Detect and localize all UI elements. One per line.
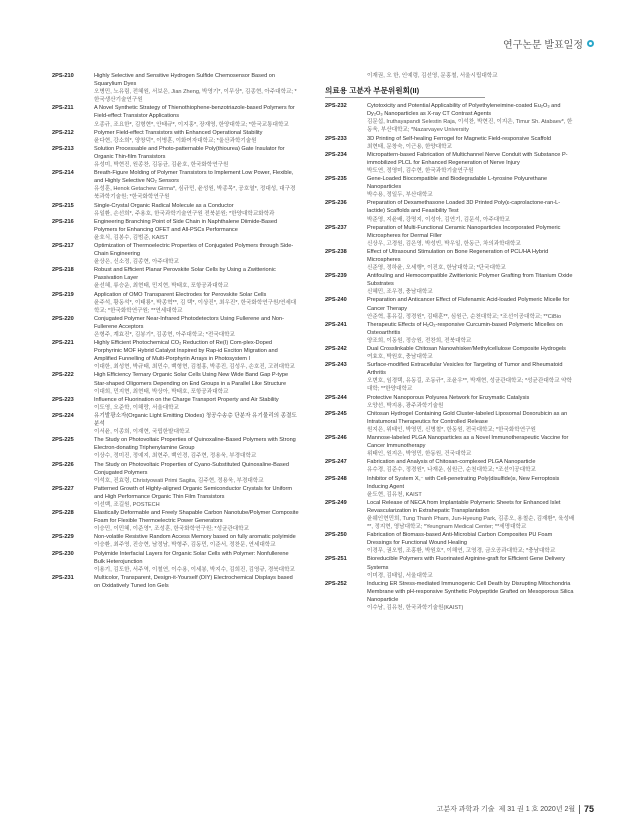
entry-code: 2PS-252: [325, 580, 347, 587]
entry-authors: 여효호, 박원호, 충남대학교: [367, 354, 433, 361]
entry-title: Inhibitor of System X꜀⁻ with Cell-penetrating Poly(disulfide)s, New Ferroptosis Inducing Agent: [367, 475, 560, 490]
program-entry: [325, 475, 575, 499]
entry-title: High Efficiency Ternary Organic Solar Cells Using New Wide Band Gap P-type Star-shaped Oligomers Depending on End Groups in a Parallel Like Structure: [94, 372, 289, 387]
program-entry: [52, 533, 300, 549]
left-column: [52, 72, 300, 590]
program-entry: [325, 531, 575, 555]
entry-authors: 오병민, 노유림, 전혜원, 서보은, Jian Zheng, 박영기*, 이무상*, 김종현, 아주대학교; *한국생산기술연구원: [94, 89, 297, 104]
program-entry: [52, 72, 300, 104]
program-entry: [52, 371, 300, 395]
entry-code: 2PS-235: [325, 176, 347, 183]
entry-authors: 윤선혜, 류승운, 최현태, 민지현, 박태호, 포항공과대학교: [94, 283, 229, 290]
entry-authors: 위태인, 원지은, 박영민, 한동원, 건국대학교: [367, 451, 472, 458]
entry-authors: 이미경, 김태일, 서울대학교: [367, 572, 433, 579]
program-entry: [52, 550, 300, 574]
program-entry: [325, 296, 575, 320]
entry-authors: 안준혁, 홍유길, 정경원*, 김태훈**, 심원근, 순천대학교; *조선이공대학교; **CiBio: [367, 313, 562, 320]
program-entry: [325, 72, 575, 80]
entry-code: 2PS-234: [325, 151, 347, 158]
program-entry: [325, 410, 575, 434]
entry-title: Non-volatile Resistive Random Access Memory based on fully aromatic polyimide: [94, 534, 296, 541]
entry-authors: 은형주, 계효진*, 김봉기*, 김종현, 아주대학교; *전국대학교: [94, 332, 235, 338]
entry-code: 2PS-245: [325, 410, 347, 417]
entry-title: 3D Printing of Self-healing Ferrogel for Magnetic Field-responsive Scaffold: [367, 135, 551, 142]
program-entry: [325, 321, 575, 345]
entry-authors: 윤웨인현민희, Tung Thanh Pham, Jun-Hyeung Park, 김종오, 용철순, 김재환*, 육성배**, 정지현, 영남대학교; *Yeungnam Medical Center; **세명대학교: [367, 515, 575, 531]
entry-code: 2PS-232: [325, 103, 347, 110]
entry-title: Chitosan Hydrogel Containing Gold Cluster-labeled Liposomal Doxorubicin as an Intratumoral Therapeutics for Controlled Release: [367, 410, 568, 425]
entry-code: 2PS-237: [325, 224, 347, 231]
entry-title: Surface-modified Extracellular Vesicles for Targeting of Tumor and Rheumatoid Arthritis: [367, 362, 563, 377]
entry-code: 2PS-215: [52, 202, 74, 209]
program-entry: [52, 485, 300, 509]
program-entry: [52, 145, 300, 169]
entry-code: 2PS-248: [325, 475, 347, 482]
entry-title: Robust and Efficient Planar Perovskite Solar Cells by Using a Zwitterionic Passivation Layer: [94, 267, 276, 282]
entry-authors: 오종규, 조요한*, 김형현*, 안태규*, 이지홍*, 장재영, 한양대학교; *한국교통대학교: [94, 121, 289, 128]
entry-title: 유기발광소자(Organic Light Emitting Diodes) 청공수송층 단분자 유기물리의 종결도 분석: [94, 412, 297, 428]
entry-title: Breath-Figure Molding of Polymer Transistors to Implement Low Power, Flexible, and Highly Selective NO₂ Sensors: [94, 170, 294, 185]
entry-code: 2PS-240: [325, 297, 347, 304]
entry-authors: 유일환, 손선희*, 주용호, 한국과학기술연구원 전북분원; *한양대학교화학과: [94, 210, 275, 217]
entry-code: 2PS-226: [52, 461, 74, 468]
entry-code: [325, 72, 367, 80]
entry-title: Preparation of Dexamethasone Loaded 3D Printed Poly(ε-caprolactone-ran-L-lactide) Scaffolds and Feasibility Test: [367, 200, 561, 215]
program-entry: [325, 394, 575, 410]
entry-title: Preparation of Multi-Functional Ceramic Nanoparticles Incorporated Polymeric Microspheres for Dermal Filler: [367, 224, 561, 239]
program-entry: [52, 242, 300, 266]
entry-title: Gene-Loaded Biocompatible and Biodegradable L-tyrosine Polyurethane Nanoparticles: [367, 176, 548, 191]
page-header: [503, 36, 594, 51]
entry-authors: 양조희, 이동원, 정승원, 전찬희, 전북대학교: [367, 337, 472, 344]
entry-code: 2PS-230: [52, 550, 74, 557]
program-entry: [52, 436, 300, 460]
program-entry: [325, 151, 575, 175]
program-entry: [325, 361, 575, 393]
entry-code: 2PS-213: [52, 145, 74, 152]
entry-authors: 김문섭, Iruthayapandi Selestin Raja, 이석찬, 박현진, 이지은, Timur Sh. Atabaev*, 한동욱, 부산대학교; *Nazarvayev University: [367, 119, 573, 134]
entry-authors: 이상수, 정미진, 정예지, 최현주, 백인경, 김주현, 정용욱, 부경대학교: [94, 453, 257, 460]
entry-code: 2PS-246: [325, 435, 347, 442]
entry-title: Local Release of NECA from Implantable Polymeric Sheets for Enhanced Islet Revascularization in Extrahepatic Transplantation: [367, 499, 561, 514]
entry-title: A Novel Synthetic Strategy of Thienothiophene-benzotriazole-based Polymers for Field-effect Transistor Applications: [94, 105, 295, 120]
entry-code: 2PS-227: [52, 485, 74, 492]
entry-code: 2PS-217: [52, 242, 74, 249]
entry-code: 2PS-218: [52, 267, 74, 274]
program-entry: [52, 218, 300, 242]
entry-code: 2PS-242: [325, 346, 347, 352]
entry-code: 2PS-239: [325, 273, 347, 280]
right-column: [325, 72, 575, 612]
entry-code: 2PS-233: [325, 135, 347, 142]
entry-authors: 박수용, 정일두, 부산대학교: [367, 192, 433, 199]
footer-divider: [579, 805, 580, 814]
entry-authors: 유성미, 박현진, 원종찬, 김동균, 김윤호, 한국화학연구원: [94, 162, 229, 169]
program-entry: [52, 266, 300, 290]
program-entry: [52, 339, 300, 371]
entry-authors: 최현태, 문창숙, 이근용, 한양대학교: [367, 143, 452, 150]
entry-authors: 박도연, 정영미, 김수현, 한국과학기술연구원: [367, 167, 474, 174]
program-entry: [325, 345, 575, 361]
entry-title: The Study on Photovoltaic Properties of Quinoxaline-Based Polymers with Strong Electron-donating Triphenylamine Group: [94, 437, 296, 452]
entry-code: 2PS-231: [52, 574, 74, 581]
program-entry: [325, 102, 575, 134]
entry-code: 2PS-211: [52, 105, 74, 112]
program-entry: [325, 135, 575, 151]
entry-code: 2PS-219: [52, 291, 74, 298]
entry-authors: 박준영, 지윤배, 강명지, 이성아, 김연기, 김문석, 아주대학교: [367, 216, 510, 223]
program-entry: [52, 412, 300, 436]
entry-title: Single-Crystal Organic Radical Molecule as a Conductor: [94, 202, 234, 209]
program-entry: [325, 499, 575, 531]
program-entry: [325, 272, 575, 296]
entry-authors: 이수남, 김유천, 한국과학기술원(KAIST): [367, 605, 464, 611]
entry-authors: 이대한, 최성현, 박규태, 최민수, 백형현, 김철홍, 박종진, 김성우, 손호진, 고려대학교: [94, 364, 295, 371]
entry-title: Engineering Branching Point of Side Chain in Naphthalene Diimide-Based Polymers for Enhancing OFET and All-PSCs Performance: [94, 218, 278, 233]
entry-title: Protective Nanoporous Polyurea Network for Enzymatic Catalysis: [367, 394, 530, 401]
entry-code: 2PS-214: [52, 170, 74, 177]
footer-journal: 고분자 과학과 기술: [436, 806, 495, 813]
program-entry: [52, 291, 300, 315]
entry-authors: 이경무, 권오범, 조홍환, 박원호*, 이해연, 고영경, 금오공과대학교; *충남대학교: [367, 548, 556, 555]
entry-code: 2PS-244: [325, 394, 347, 401]
page-footer: [437, 804, 594, 814]
entry-authors: 원지은, 위태인, 박영민, 신병철*, 한동원, 전국대학교; *한국화학연구원: [367, 426, 536, 433]
entry-code: 2PS-250: [325, 532, 347, 539]
entry-authors: 이석호, 진효령, Christyowati Primi Sagita, 김주현, 정용욱, 부경대학교: [94, 477, 264, 484]
entry-title: Bioreducible Polymers with Fluorinated Arginine-graft for Efficient Gene Delivery Systems: [367, 556, 565, 571]
entry-code: 2PS-228: [52, 510, 74, 517]
entry-authors: 오양선, 박지용, 광주과학기술원: [367, 402, 444, 409]
entry-title: Antifouling and Hemocompatible Zwitterionic Polymer Grafting from Titanium Oxide Substrates: [367, 273, 573, 288]
entry-title: Mannose-labeled PLGA Nanoparticles as a Novel Immunotherapeutic Vaccine for Cancer Immunotherapy: [367, 435, 569, 450]
entry-title: Fabrication and Analysis of Chitosan-complexed PLGA Nanoparticle: [367, 459, 536, 466]
entry-code: 2PS-241: [325, 321, 347, 328]
entry-authors: 이서윤, 이종희, 이재현, 국립한밭대학교: [94, 429, 190, 436]
entry-code: 2PS-243: [325, 362, 347, 369]
entry-authors: 윤도현, 김유천, KAIST: [367, 491, 422, 498]
entry-title: Effect of Ultrasound Stimulation on Bone Regeneration of PCL/HA Hybrid Microspheres: [367, 248, 549, 263]
entry-title: Optimization of Thermoelectric Properties of Conjugated Polymers through Side-Chain Engineering: [94, 242, 294, 258]
entry-authors: 이재권, 오 한, 인예령, 김선영, 문홍철, 서울시립대학교: [367, 73, 498, 79]
program-entry: [52, 315, 300, 339]
entry-code: 2PS-212: [52, 129, 74, 136]
entry-code: 2PS-247: [325, 459, 347, 466]
entry-authors: 신상우, 고경원, 김은영, 박성빈, 박우일, 한동근, 차의과학대학교: [367, 240, 521, 247]
entry-code: 2PS-238: [325, 248, 347, 255]
entry-authors: 윤상은, 신소정, 김종현, 아주대학교: [94, 259, 179, 266]
program-entry: [52, 129, 300, 145]
entry-authors: 이도영, 오준학, 이해랑, 서울대학교: [94, 404, 179, 411]
entry-title: Preparation and Anticancer Effect of Flufenamic Acid-loaded Polymeric Micelle for Cancer Therapy: [367, 297, 570, 312]
entry-title: Dual Crosslinkable Chitosan Nanowhisker/Methylcellulose Composite Hydrogels: [367, 346, 566, 352]
entry-title: Solution Processable and Photo-patternable Poly(thiourea) Gate Insulator for Organic Thin-film Transistors: [94, 145, 285, 160]
program-entry: [52, 509, 300, 533]
entry-authors: 오변호, 임경택, 유동길, 조동규*, 조윤우**, 박재현, 성균관대학교; *성균관대학교 약학대학; **한양대학교: [367, 378, 572, 393]
entry-title: Fabrication of Biomass-based Anti-Microbial Carbon Composites PU Foam Dressings for Functional Wound Healing: [367, 532, 553, 547]
header-label: 연구논문 발표일정: [502, 40, 583, 51]
entry-title: Cytotoxicity and Potential Applicability of Polyethyleneimine-coated Eu₂O₃ and Dy₂O₃ Nanoparticles as X-ray CT Contrast Agents: [367, 103, 561, 118]
entry-authors: 윤다현, 강소희*, 양창덕*, 이병훈, 이화여자대학교; *울산과학기술원: [94, 137, 257, 144]
entry-title: Highly Selective and Sensitive Hydrogen Sulfide Chemosensor Based on Squarylium Dyes: [94, 73, 275, 88]
program-entry: [325, 555, 575, 579]
entry-title: Micropattern-based Fabrication of Multichannel Nerve Conduit with Substance P-immobilized PLCL for Enhanced Regeneration of Nerve Injury: [367, 151, 568, 166]
entry-title: Polyimide Interfacial Layers for Organic Solar Cells with Polymer: Nonfullerene Bulk Heterojunction: [94, 550, 289, 565]
program-entry: [325, 580, 575, 612]
entry-authors: 이용기, 김도한, 서주역, 이철연, 이수용, 이세봉, 박지수, 김희진, 김영규, 경북대학교: [94, 566, 295, 573]
program-entry: [52, 104, 300, 128]
program-entry: [52, 396, 300, 412]
entry-authors: 이승민, 이민혜, 이준영*, 조성훈, 한국화학연구원; *성균관대학교: [94, 526, 249, 533]
entry-code: 2PS-249: [325, 499, 347, 506]
footer-volume: 제 31 권 1 호 2020년 2월: [498, 806, 576, 813]
program-entry: [325, 248, 575, 272]
entry-title: Patterned Growth of Highly-aligned Organic Semiconductor Crystals for Uniform and High Performance Organic Thin Film Transistors: [94, 485, 293, 500]
entry-title: Inducing ER Stress-mediated Immunogenic Cell Death by Disrupting Mitochondria Membrane with pH-responsive Synthetic Polypeptide Grafted on Mesoporous Silica Nanoparticle: [367, 580, 574, 603]
entry-code: 2PS-216: [52, 218, 74, 225]
entry-authors: 이대희, 민지현, 최현태, 박상아, 박태호, 포항공과대학교: [94, 388, 229, 395]
entry-code: 2PS-223: [52, 396, 74, 403]
entry-title: Therapeutic Effects of H₂O₂-responsive Curcumin-based Polymeric Micelles on Osteoarthritis: [367, 321, 563, 336]
entry-code: 2PS-220: [52, 315, 74, 322]
entry-title: Conjugated Polymer Near-Infrared Photodetectors Using Fullerene and Non-Fullerene Acceptors: [94, 315, 284, 330]
circle-icon: [587, 40, 594, 47]
entry-title: Influence of Fluorination on the Charge Transport Property and Air Stability: [94, 396, 279, 403]
program-entry: [325, 434, 575, 458]
entry-authors: 윤호식, 김봉수, 김범준, KAIST: [94, 234, 169, 241]
program-entry: [325, 458, 575, 474]
entry-authors: 이승환, 최주영, 진승현, 남정남, 박형주, 김동민, 이준서, 정찬문, 연세대학교: [94, 542, 276, 549]
entry-code: 2PS-236: [325, 200, 347, 207]
entry-code: 2PS-221: [52, 340, 74, 347]
entry-authors: 윤주석, 황동석*, 이태룡*, 박종혁**, 김 택*, 이상진*, 최우진*, 한국화학연구원/연세대학교; *한국화학연구원; **연세대학교: [94, 299, 297, 314]
program-entry: [325, 199, 575, 223]
entry-code: 2PS-224: [52, 412, 74, 419]
entry-title: Polymer Field-effect Transistors with Enhanced Operational Stability: [94, 129, 263, 136]
entry-code: 2PS-225: [52, 437, 74, 444]
program-entry: [52, 461, 300, 485]
program-entry: [52, 169, 300, 201]
entry-code: 2PS-222: [52, 372, 74, 379]
entry-title: Multicolor, Transparent, Design-it-Yourself (DIY) Electrochemical Displays based on Oxidatively Tuned Ion Gels: [94, 574, 293, 589]
entry-authors: 이선백, 조길원, POSTECH: [94, 501, 160, 508]
program-entry: [52, 574, 300, 590]
entry-authors: 유성훈, Henok Getachew Girma*, 심규민, 윤성원, 박종목*, 공호열*, 정대성, 대구경북과학기술원; *한국화학연구원: [94, 186, 296, 201]
entry-code: 2PS-251: [325, 556, 347, 563]
program-entry: [325, 224, 575, 248]
program-entry: [325, 175, 575, 199]
entry-code: 2PS-210: [52, 73, 74, 79]
entry-title: Elastically Deformable and Freely Shapable Carbon Nanotube/Polymer Composite Foam for Flexible Thermoelectric Power Generators: [94, 510, 299, 525]
page-number: 75: [583, 804, 594, 814]
entry-authors: 신혜민, 조우경, 충남대학교: [367, 289, 433, 296]
entry-code: 2PS-229: [52, 534, 74, 541]
entry-title: The Study on Photovoltaic Properties of Cyano-Substituted Quinoxaline-Based Conjugated Polymers: [94, 461, 289, 476]
entry-authors: 유수경, 김준수, 정경원*, 나재운, 심원근, 순천대학교; *조선이공대학교: [367, 467, 536, 474]
section-heading: 의료용 고분자 부문위원회(II): [325, 87, 485, 98]
entry-title: Highly Efficient Photochemical CO₂ Reduction of Re(I) Com-plex-Doped Porphyrinic MOF Hybrid Catalyst Inspired by Rap-id Exciton Migration and Amplified Funnelling of Multi-Porphyrin Arrays in Photosystem I: [94, 340, 278, 363]
entry-title: Application of OMO Transparent Electrodes for Perovskite Solar Cells: [94, 291, 267, 298]
program-entry: [52, 202, 300, 218]
entry-authors: 신준영, 정하윤, 오세행*, 이진호, 한남대학교; *단국대학교: [367, 265, 506, 272]
